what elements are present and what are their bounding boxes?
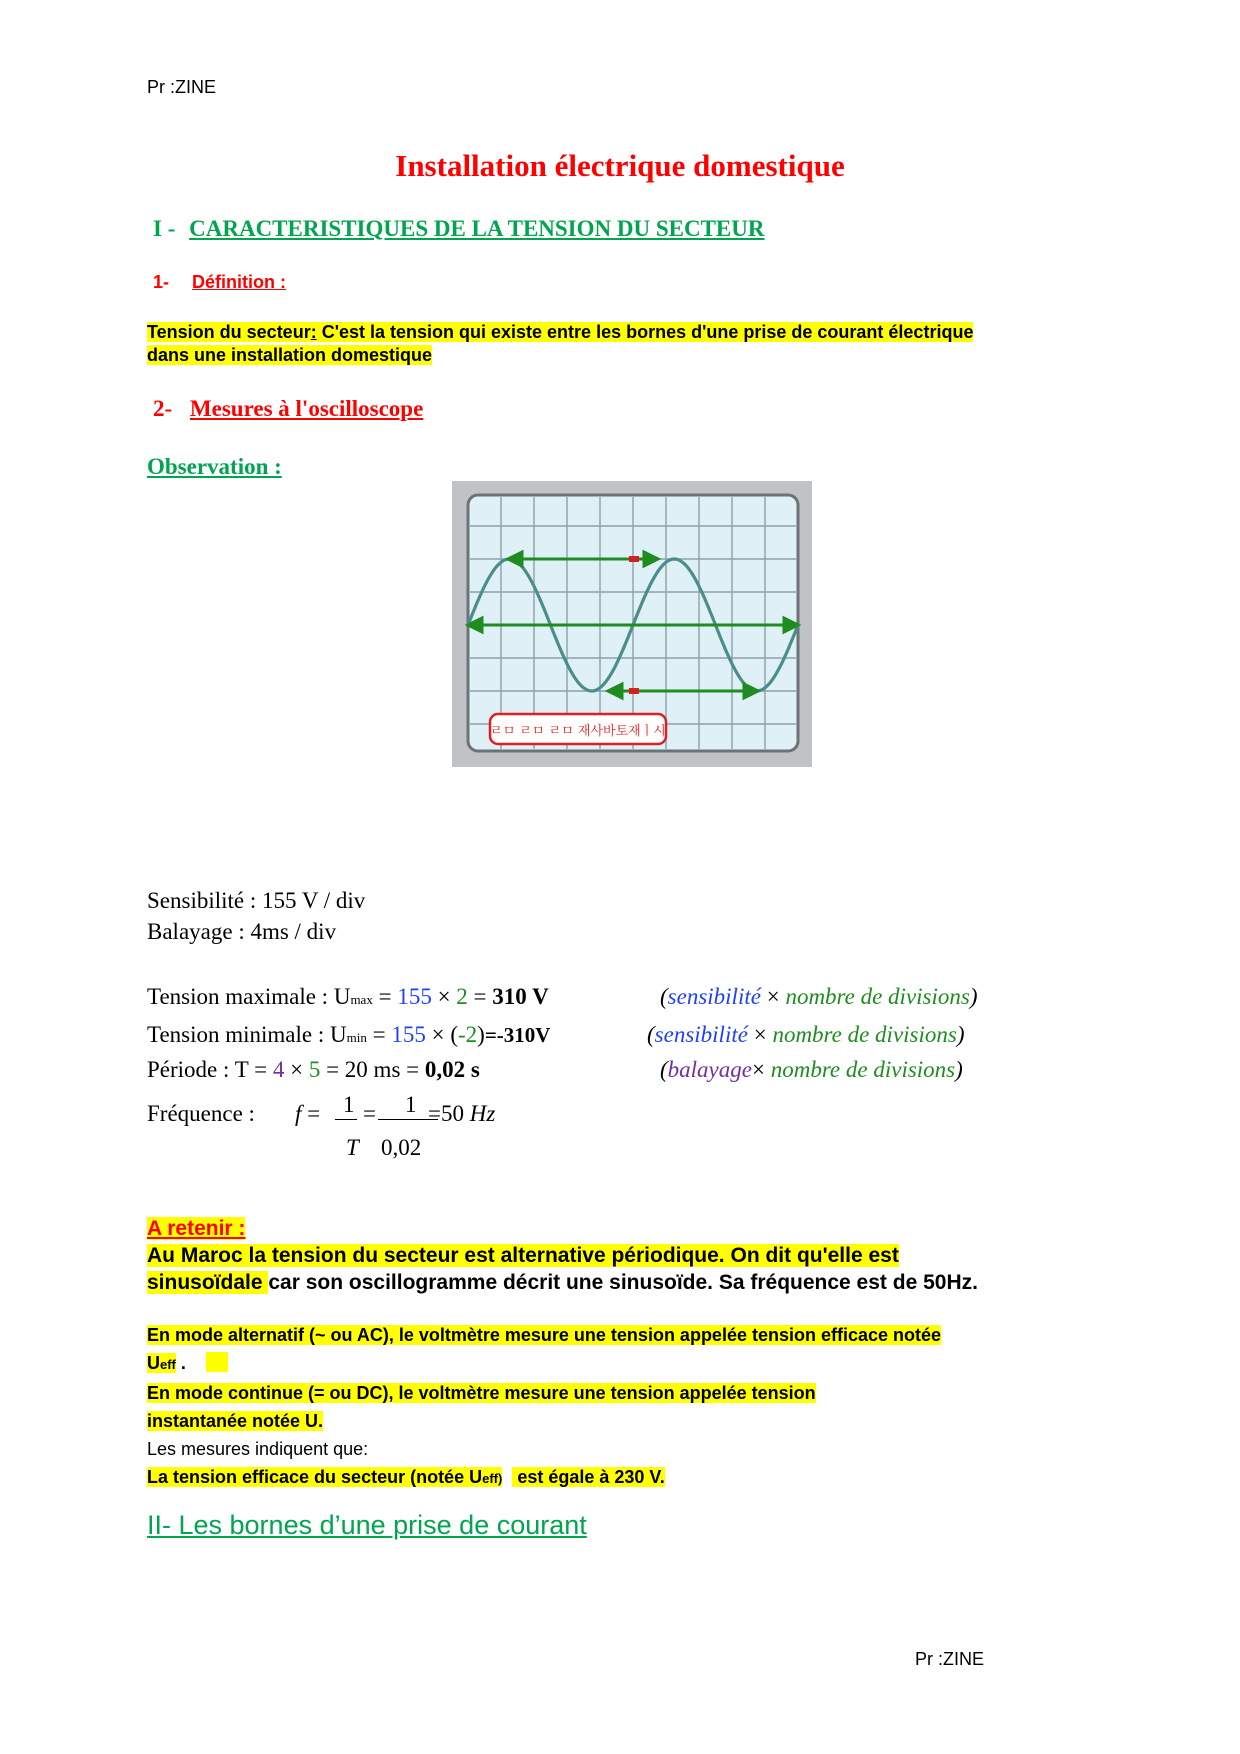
periode-note-times: × [751,1057,771,1082]
mode-ac-sub: eff [160,1357,176,1372]
section-1-heading [153,216,765,242]
umax-note [660,984,978,1010]
efficace-main: La tension efficace du secteur (notée U [147,1467,483,1487]
subsection-1-heading [153,272,286,293]
subsection-2-heading [153,396,423,422]
max-marker [629,556,639,562]
scope-caption: ㄹㅁ ㄹㅁ ㄹㅁ 재사바토재ㅣ시 [490,724,666,739]
frequence-eq: = [307,1101,321,1126]
subsection-2-title: Mesures à l'oscilloscope [189,396,424,421]
umin-sens: 155 [391,1022,426,1047]
frac1-den: T [346,1135,359,1160]
umax-note-open: ( [660,984,668,1009]
footer-author: Pr :ZINE [915,1649,985,1669]
periode-note [660,1057,963,1083]
observation-label: Observation : [147,454,282,479]
frequence-label: Fréquence : [147,1101,255,1126]
umin-result: =-310V [484,1023,551,1047]
umin-note [647,1022,965,1048]
mode-dc-line-2: instantanée notée U. [147,1411,324,1431]
frequence-eq2: = [363,1101,376,1126]
umax-note-close: ) [969,984,978,1009]
periode-bal: 4 [272,1057,285,1082]
periode-mid: = 20 ms = [320,1057,425,1082]
periode-note-div: nombre de divisions [770,1057,956,1082]
umin-note-open: ( [647,1022,655,1047]
umin-note-close: ) [956,1022,965,1047]
efficace-line [147,1467,502,1487]
retenir-line-2-rest: car son oscillogramme décrit une sinusoïde. Sa fréquence est de 50Hz. [268,1271,978,1294]
frequence-result [428,1101,495,1127]
periode-note-close: ) [955,1057,963,1082]
mode-ac-u: U [147,1353,160,1373]
sensibilite-setting: Sensibilité : 155 V / div [147,888,366,913]
efficace-sub: eff) [482,1471,503,1486]
umin-sub: min [346,1030,367,1045]
umin-line [147,1022,550,1048]
umin-times: × ( [425,1022,458,1047]
umax-div: 2 [456,984,468,1009]
mode-ac-line-1: En mode alternatif (~ ou AC), le voltmètre mesure une tension appelée tension efficace notée [147,1325,942,1345]
umax-note-times: × [760,984,786,1009]
definition-colon: : [310,322,317,342]
retenir-block [147,1215,978,1296]
frequence-formula [295,1101,320,1127]
umax-note-div: nombre de divisions [785,984,970,1009]
oscilloscope-screen [452,481,812,767]
mode-ac-end: . [175,1353,186,1373]
umax-sub: max [350,992,373,1007]
umax-times: × [431,984,457,1009]
retenir-line-1: Au Maroc la tension du secteur est alternative périodique. On dit qu'elle est [147,1244,899,1267]
retenir-title: A retenir : [147,1217,246,1240]
section-1-title: CARACTERISTIQUES DE LA TENSION DU SECTEUR [189,216,765,241]
highlight-mark [206,1352,228,1372]
header-author: Pr :ZINE [147,77,217,97]
umax-sens: 155 [397,984,432,1009]
frac1-num: 1 [343,1092,355,1117]
subsection-2-number: 2- [153,396,173,421]
definition-paragraph [147,321,973,367]
retenir-line-2-highlight: sinusoïdale [147,1271,269,1294]
umin-eq: = [366,1022,392,1047]
mode-ac-line-2 [147,1353,176,1373]
efficace-end: est égale à 230 V. [512,1467,665,1487]
subsection-1-title: Définition : [192,272,287,292]
definition-term: Tension du secteur [147,322,311,342]
periode-note-open: ( [660,1057,668,1082]
periode-note-bal: balayage [667,1057,752,1082]
frequence-value: =50 [428,1101,464,1126]
frac2-num: 1 [405,1092,417,1117]
definition-line-1: C'est la tension qui existe entre les bornes d'une prise de courant électrique [316,322,974,342]
periode-result: 0,02 s [424,1057,480,1082]
min-marker [629,688,639,694]
umin-close: ) [477,1022,485,1047]
umax-eq2: = [467,984,493,1009]
frequence-unit: Hz [469,1101,496,1126]
periode-label: Période : T = [147,1057,273,1082]
frac1-bar [335,1119,357,1120]
umin-label: Tension minimale : U [147,1022,347,1047]
umax-line [147,984,549,1010]
umax-label: Tension maximale : U [147,984,351,1009]
umax-eq: = [372,984,398,1009]
modes-block [147,1321,941,1493]
umin-note-div: nombre de divisions [772,1022,957,1047]
balayage-setting: Balayage : 4ms / div [147,919,337,944]
periode-div: 5 [308,1057,321,1082]
umax-result: 310 V [492,984,549,1009]
umin-note-sens: sensibilité [654,1022,748,1047]
umin-note-times: × [747,1022,773,1047]
section-1-number: I - [153,216,176,241]
page-title: Installation électrique domestique [395,148,845,183]
mode-dc-line-1: En mode continue (= ou DC), le voltmètre mesure une tension appelée tension [147,1383,816,1403]
mesures-intro: Les mesures indiquent que: [147,1439,369,1459]
frac2-den: 0,02 [381,1135,422,1160]
definition-line-2: dans une installation domestique [147,345,433,365]
periode-times: × [284,1057,309,1082]
section-2-heading: II- Les bornes d’une prise de courant [147,1510,587,1540]
subsection-1-number: 1- [153,272,170,292]
periode-line [147,1057,480,1083]
umax-note-sens: sensibilité [667,984,761,1009]
frequence-f: f [295,1101,302,1126]
umin-div: -2 [457,1022,478,1047]
